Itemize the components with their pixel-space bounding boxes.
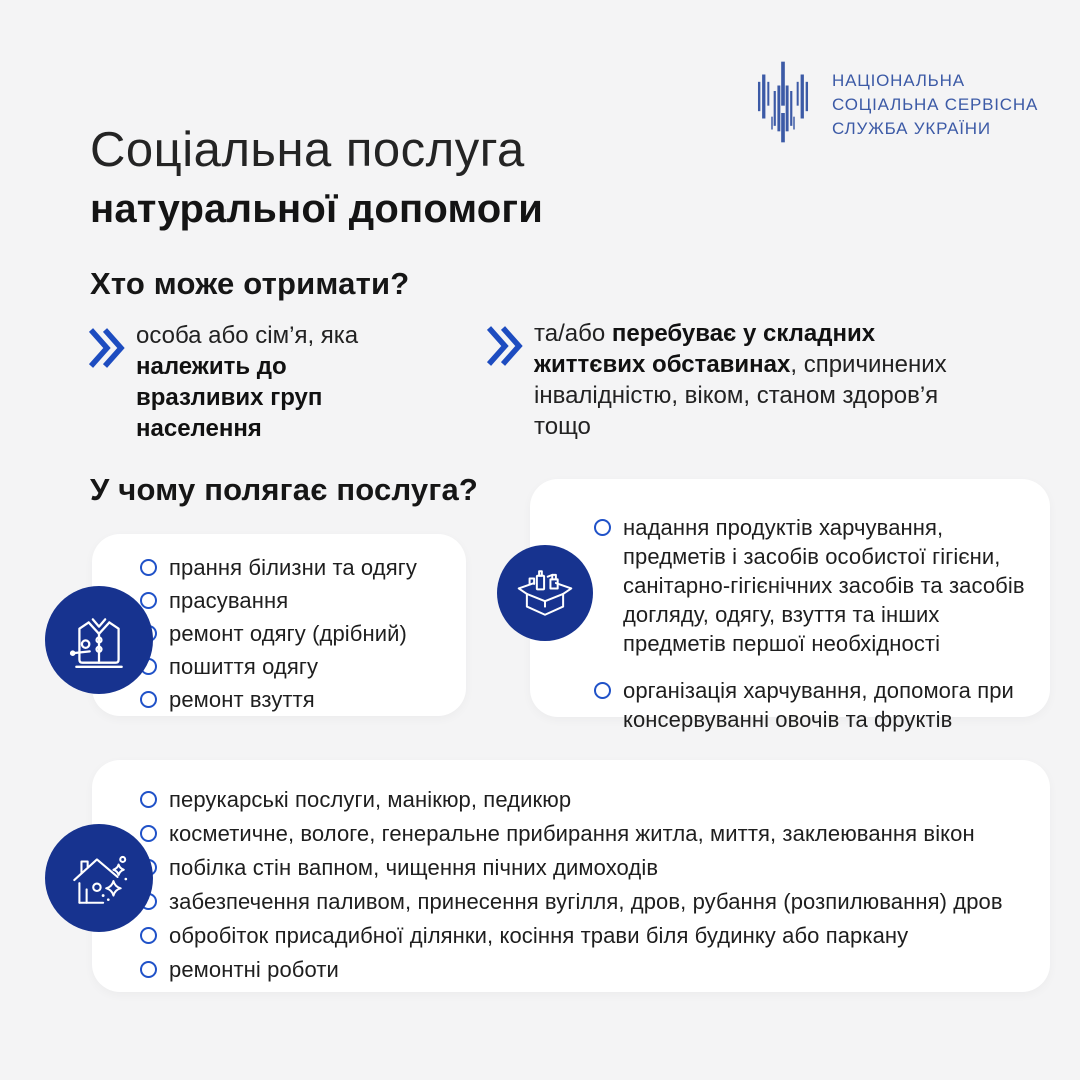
org-logo-line1: НАЦІОНАЛЬНА xyxy=(832,70,965,90)
page-title-line1: Соціальна послуга xyxy=(90,123,525,177)
list-item xyxy=(140,887,1034,916)
org-logo-line3: СЛУЖБА УКРАЇНИ xyxy=(832,118,991,138)
list-item-label: надання продуктів харчування, предметів і засобів особистої гігієни, санітарно-гігієнічних засобів та засобів догляду, одягу, взуття та інших предметів першої необхідності xyxy=(623,515,1025,656)
circle-bullet-icon xyxy=(140,825,157,842)
list-item xyxy=(140,586,454,615)
service-heading: У чому полягає послуга? xyxy=(90,472,479,507)
who-item-circumstances-bold: перебуває у складних життєвих обставинах xyxy=(534,320,876,378)
list-item-label: прасування xyxy=(169,588,289,613)
circle-bullet-icon xyxy=(140,691,157,708)
who-item-person-bold: належить до вразливих груп населення xyxy=(136,353,323,442)
list-item xyxy=(140,819,1034,848)
who-item-person-normal: особа або сім’я, яка xyxy=(136,322,359,349)
who-item-person-text xyxy=(136,320,418,444)
double-chevron-icon xyxy=(88,326,126,444)
list-item xyxy=(140,652,454,681)
list-item xyxy=(594,676,1036,734)
card-goods xyxy=(530,479,1050,732)
list-item-label: пошиття одягу xyxy=(169,654,319,679)
circle-bullet-icon xyxy=(594,519,611,536)
list-item-label: побілка стін вапном, чищення пічних димоходів xyxy=(169,855,659,880)
page-title-line2: натуральної допомоги xyxy=(90,187,543,231)
list-item-label: перукарські послуги, манікюр, педикюр xyxy=(169,787,572,812)
circle-bullet-icon xyxy=(140,961,157,978)
household-list xyxy=(92,760,1050,984)
who-heading: Хто може отримати? xyxy=(90,266,410,301)
who-item-circumstances-text xyxy=(534,318,964,442)
list-item-label: косметичне, вологе, генеральне прибирання житла, миття, заклеювання вікон xyxy=(169,821,975,846)
list-item-label: ремонт одягу (дрібний) xyxy=(169,621,407,646)
circle-bullet-icon xyxy=(140,592,157,609)
who-item-circumstances-normal: та/або xyxy=(534,320,612,347)
circle-bullet-icon xyxy=(594,682,611,699)
list-item-label: ремонтні роботи xyxy=(169,957,339,982)
list-item-label: ремонт взуття xyxy=(169,687,315,712)
org-logo xyxy=(750,56,1038,153)
list-item xyxy=(140,553,454,582)
list-item xyxy=(140,853,1034,882)
list-item xyxy=(140,619,454,648)
list-item xyxy=(140,921,1034,950)
trident-logo-icon xyxy=(750,56,816,153)
list-item xyxy=(140,685,454,714)
goods-list xyxy=(530,479,1050,734)
who-item-circumstances xyxy=(486,318,964,442)
list-item-label: забезпечення паливом, принесення вугілля, дров, рубання (розпилювання) дров xyxy=(169,889,1003,914)
who-item-circumstances-after: , спричинених інвалідністю, віком, станом здоров’я тощо xyxy=(534,351,947,440)
circle-bullet-icon xyxy=(140,791,157,808)
page-title xyxy=(90,122,543,232)
org-logo-line2: СОЦІАЛЬНА СЕРВІСНА xyxy=(832,94,1039,114)
list-item xyxy=(594,513,1036,658)
list-item-label: обробіток присадибної ділянки, косіння трави біля будинку або паркану xyxy=(169,923,909,948)
donation-box-icon xyxy=(497,545,593,641)
list-item xyxy=(140,785,1034,814)
org-logo-text xyxy=(832,69,1038,141)
clean-house-icon xyxy=(45,824,153,932)
sewing-shirt-icon xyxy=(45,586,153,694)
circle-bullet-icon xyxy=(140,927,157,944)
list-item xyxy=(140,955,1034,984)
double-chevron-icon xyxy=(486,324,524,442)
card-household xyxy=(92,760,1050,992)
who-item-person xyxy=(88,320,418,444)
circle-bullet-icon xyxy=(140,559,157,576)
list-item-label: організація харчування, допомога при консервуванні овочів та фруктів xyxy=(623,678,1014,732)
list-item-label: прання білизни та одягу xyxy=(169,555,417,580)
